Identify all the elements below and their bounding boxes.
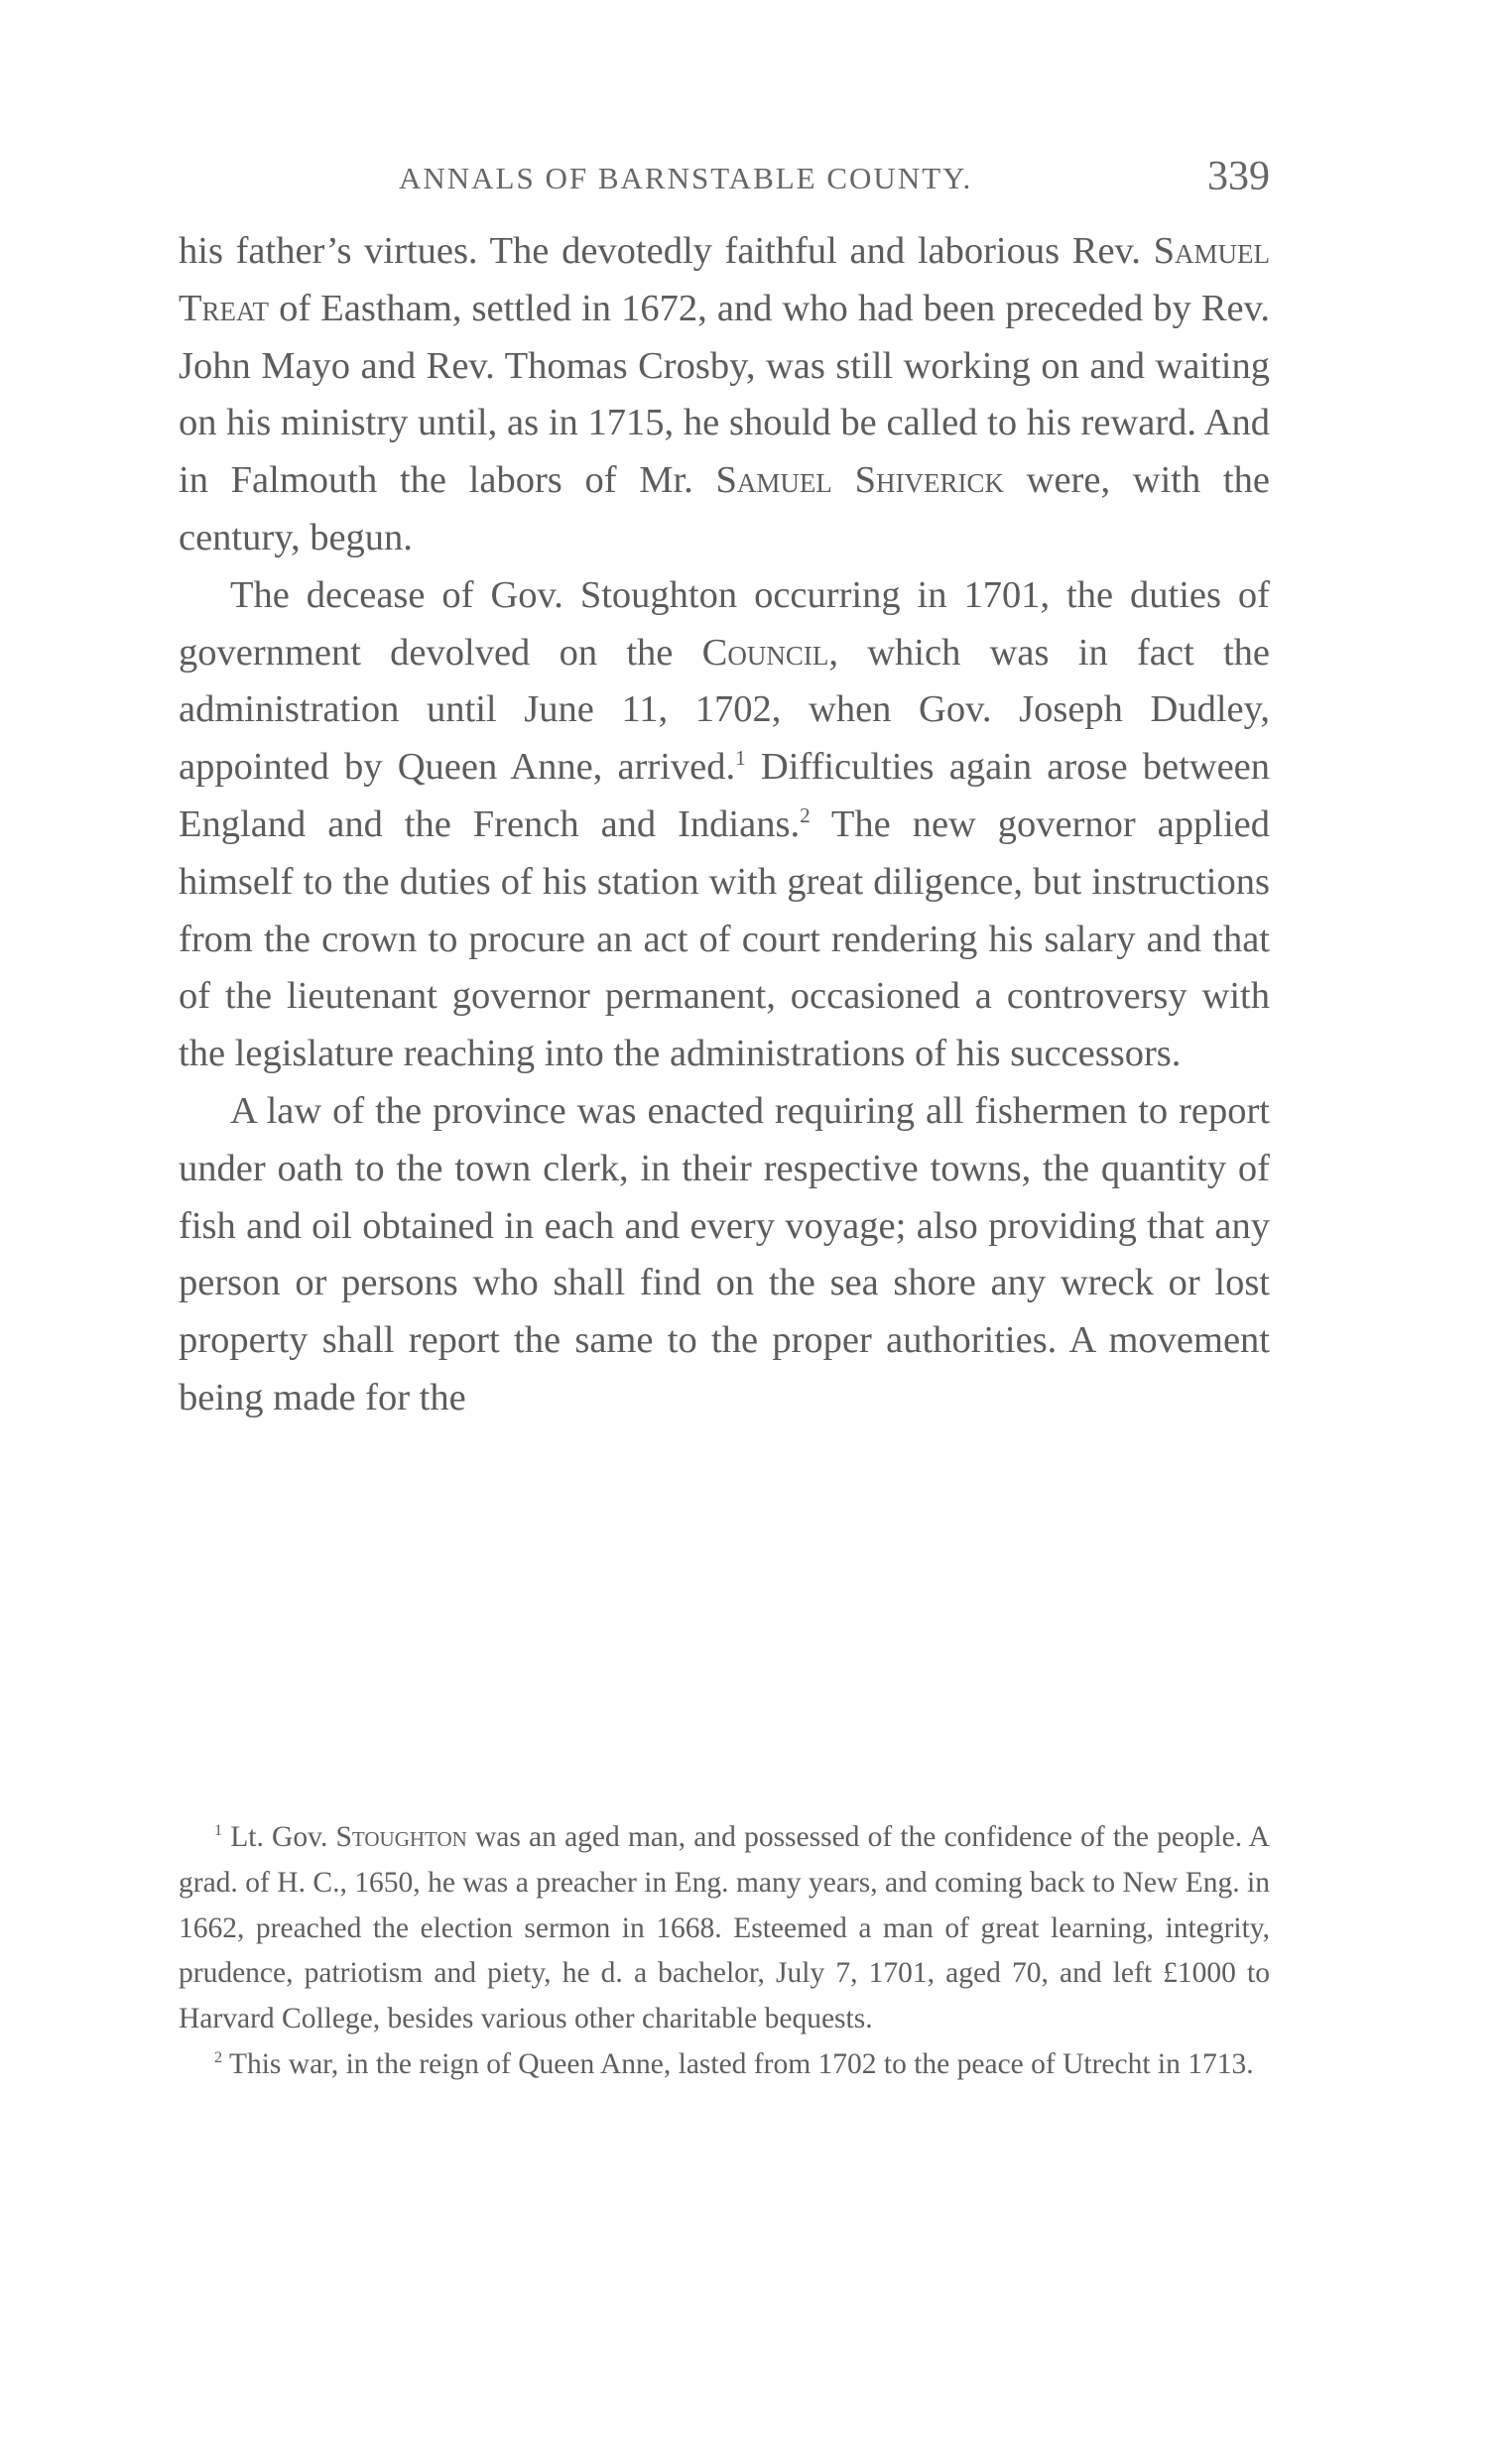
- footnotes: [179, 1815, 1270, 2088]
- body-text: [179, 223, 1270, 1427]
- text-run: Difficulties again arose between England and the French and Indians.: [179, 746, 1270, 845]
- paragraph-3: [179, 1083, 1270, 1427]
- text-run: This war, in the reign of Queen Anne, lasted from 1702 to the peace of Utrecht in 1713.: [222, 2047, 1254, 2080]
- footnote-1: [179, 1815, 1270, 2042]
- small-caps-name: Council: [701, 631, 829, 674]
- text-run: was an aged man, and possessed of the confidence of the people. A grad. of H. C., 1650, he was a preacher in Eng. many years, and coming back to New Eng. in 1662, preached the election sermon in 1668. Esteemed a man of great learning, integrity, prudence, patriotism and piety, he d. a bachelor, July 7, 1701, aged 70, and left £1000 to Harvard College, besides various other charitable bequests.: [179, 1821, 1270, 2035]
- text-run: , which was in fact the administration until June 11, 1702, when Gov. Joseph Dudley, appointed by Queen Anne, arrived.: [179, 631, 1270, 789]
- text-run: The new governor applied himself to the duties of his station with great diligence, but instructions from the crown to procure an act of court rendering his salary and that of the lieutenant governor permanent, occasioned a controversy with the legislature reaching into the administrations of his successors.: [179, 802, 1270, 1075]
- text-run: his father’s virtues. The devotedly faithful and laborious Rev.: [179, 230, 1154, 272]
- text-run: of Eastham, settled in 1672, and who had been preceded by Rev. John Mayo and Rev. Thomas Crosby, was still working on and waiting on his ministry until, as in 1715, he should be called to his reward. And in Falmouth the labors of Mr.: [179, 287, 1270, 502]
- paragraph-2: [179, 567, 1270, 1083]
- text-run: were, with the century, begun.: [179, 459, 1270, 558]
- footnote-2: [179, 2042, 1270, 2088]
- small-caps-name: Stoughton: [335, 1821, 467, 1853]
- small-caps-name: Samuel Treat: [179, 230, 1270, 329]
- small-caps-name: Samuel Shiverick: [715, 459, 1004, 502]
- footnote-marker: 2: [214, 2048, 223, 2067]
- footnote-marker: 1: [735, 746, 746, 771]
- footnote-marker: 1: [214, 1821, 223, 1840]
- footnote-marker: 2: [800, 803, 811, 828]
- page-number: 339: [1207, 154, 1270, 199]
- text-run: The decease of Gov. Stoughton occurring in 1701, the duties of government devolved on the: [179, 573, 1270, 674]
- text-run: A law of the province was enacted requiring all fishermen to report under oath to the town clerk, in their respective towns, the quantity of fish and oil obtained in each and every voyage; also providing that any person or persons who shall find on the sea shore any wreck or lost property shall report the same to the proper authorities. A movement being made for the: [179, 1089, 1270, 1418]
- page-header: [399, 154, 1270, 210]
- running-head: ANNALS OF BARNSTABLE COUNTY.: [399, 161, 973, 195]
- text-run: Lt. Gov.: [222, 1821, 336, 1853]
- paragraph-1: [179, 223, 1270, 567]
